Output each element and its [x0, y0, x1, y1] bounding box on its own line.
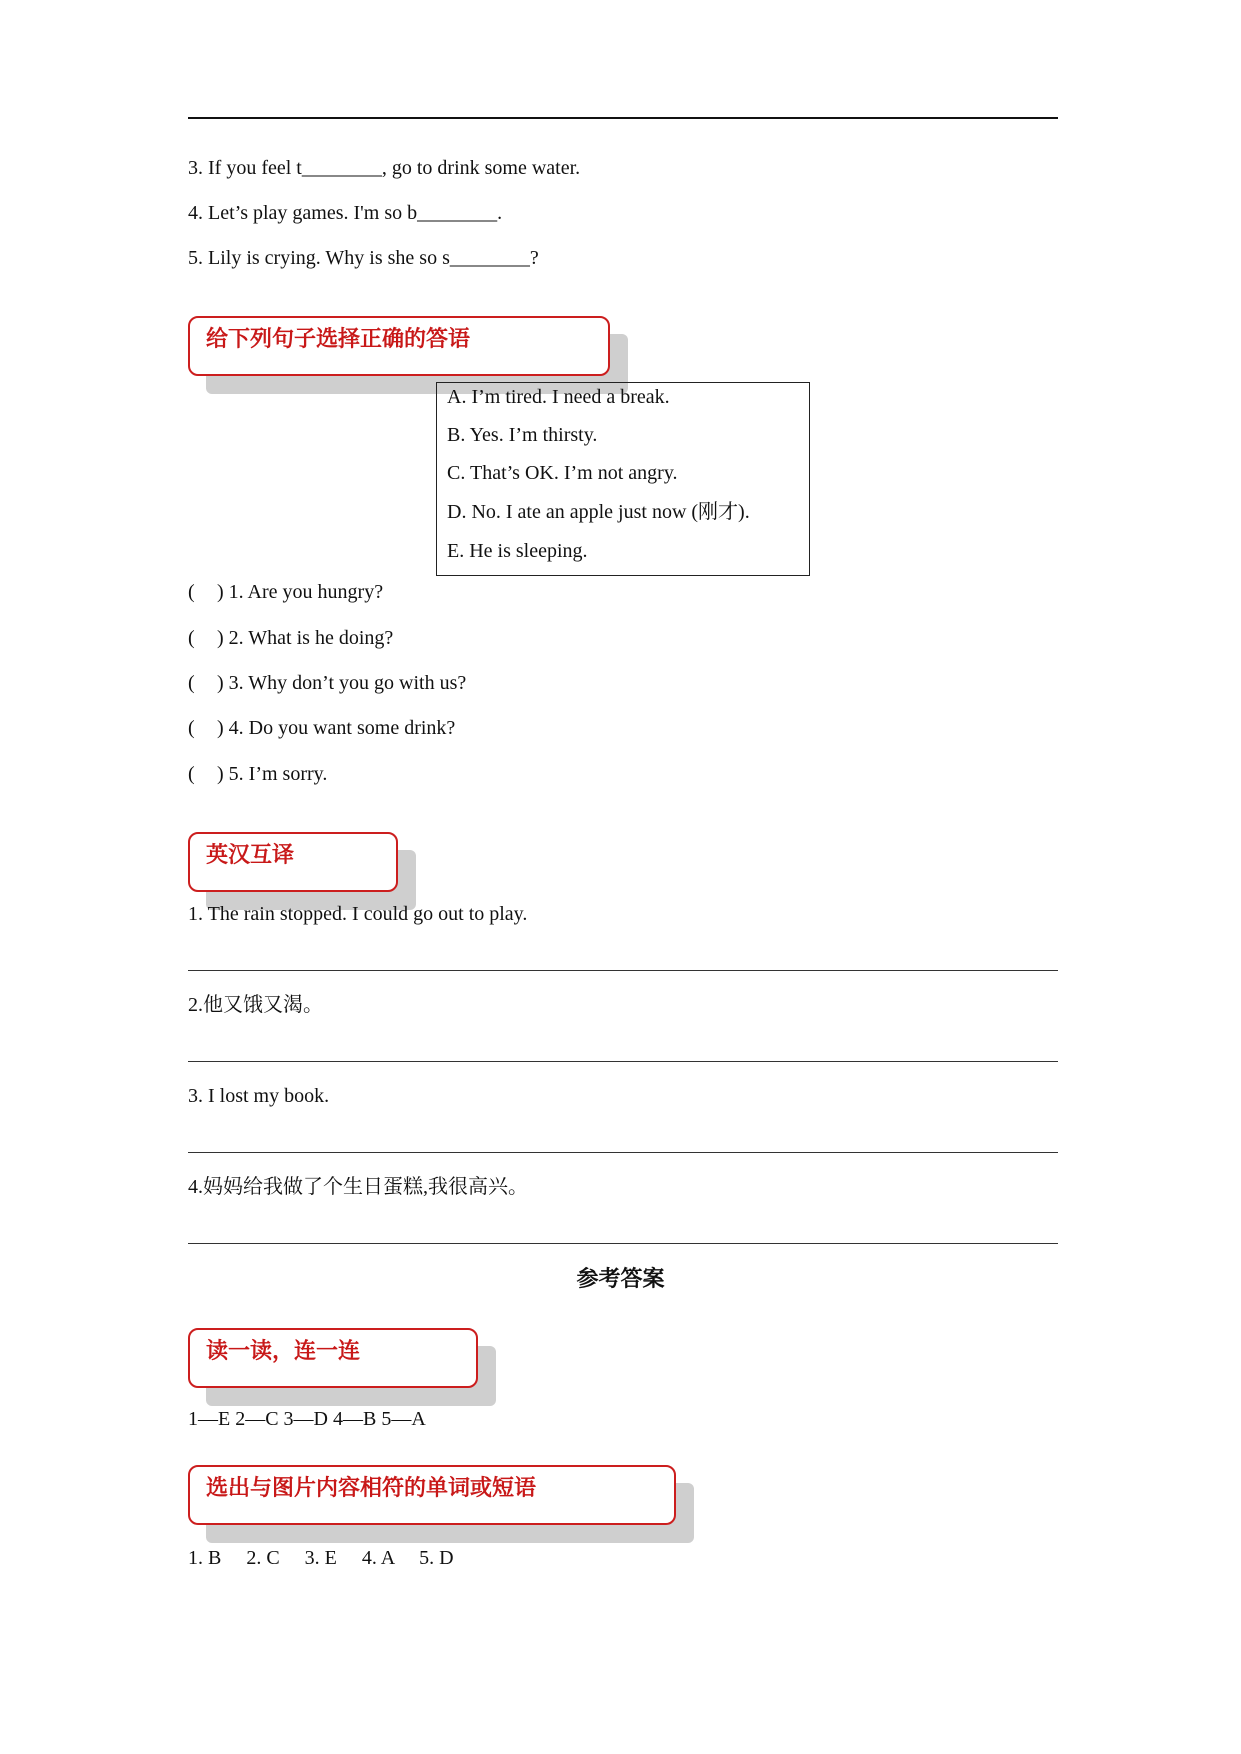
- section-title-read: 读一读，连一连: [206, 1339, 361, 1364]
- translate-item-4: 4.妈妈给我做了个生日蛋糕,我很高兴。: [188, 1176, 528, 1198]
- question-5-open-paren: (: [188, 763, 195, 785]
- section-heading-translate: [188, 832, 398, 892]
- option-d: D. No. I ate an apple just now (刚才).: [447, 501, 750, 523]
- question-4-open-paren: (: [188, 717, 195, 739]
- answer-read: 1—E 2—C 3—D 4—B 5—A: [188, 1408, 426, 1430]
- answer-line-3: [188, 1152, 1058, 1153]
- fill-blank-4: 4. Let’s play games. I'm so b________.: [188, 202, 503, 224]
- option-e: E. He is sleeping.: [447, 540, 588, 562]
- question-5: ) 5. I’m sorry.: [217, 763, 328, 785]
- section-title-pick: 选出与图片内容相符的单词或短语: [206, 1476, 537, 1501]
- question-3: ) 3. Why don’t you go with us?: [217, 672, 467, 694]
- option-c: C. That’s OK. I’m not angry.: [447, 462, 678, 484]
- section-heading-choose: [188, 316, 610, 376]
- fill-blank-3: 3. If you feel t________, go to drink some water.: [188, 157, 581, 179]
- section-title-translate: 英汉互译: [206, 843, 295, 868]
- option-b: B. Yes. I’m thirsty.: [447, 424, 598, 446]
- option-a: A. I’m tired. I need a break.: [447, 386, 670, 408]
- translate-item-1: 1. The rain stopped. I could go out to play.: [188, 903, 528, 925]
- fill-blank-5: 5. Lily is crying. Why is she so s________?: [188, 247, 539, 269]
- translate-item-3: 3. I lost my book.: [188, 1085, 330, 1107]
- top-rule: [188, 117, 1058, 119]
- answer-options-box: [436, 382, 810, 576]
- question-2: ) 2. What is he doing?: [217, 627, 394, 649]
- answer-line-4: [188, 1243, 1058, 1244]
- translate-item-2: 2.他又饿又渴。: [188, 994, 323, 1016]
- section-heading-pick: [188, 1465, 676, 1525]
- question-3-open-paren: (: [188, 672, 195, 694]
- question-2-open-paren: (: [188, 627, 195, 649]
- answer-pick: 1. B 2. C 3. E 4. A 5. D: [188, 1547, 454, 1569]
- answer-line-2: [188, 1061, 1058, 1062]
- reference-title: 参考答案: [576, 1267, 665, 1292]
- question-4: ) 4. Do you want some drink?: [217, 717, 456, 739]
- section-title-choose: 给下列句子选择正确的答语: [206, 327, 471, 352]
- question-1: ) 1. Are you hungry?: [217, 581, 384, 603]
- answer-line-1: [188, 970, 1058, 971]
- question-1-open-paren: (: [188, 581, 195, 603]
- section-heading-read: [188, 1328, 478, 1388]
